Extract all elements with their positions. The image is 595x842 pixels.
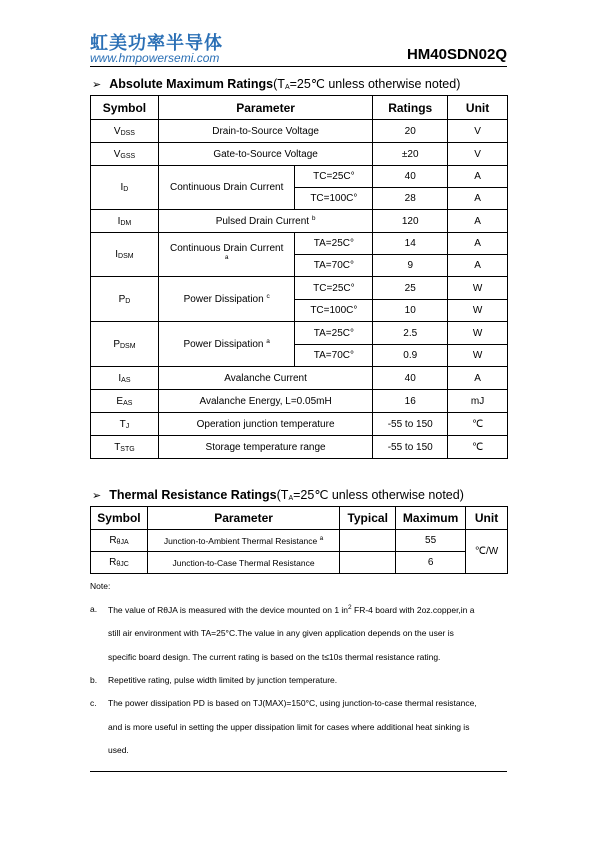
parameter-cell: Avalanche Current [158, 367, 372, 390]
col-header-parameter: Parameter [147, 507, 339, 530]
rating-cell: 25 [373, 277, 448, 300]
col-header-parameter: Parameter [158, 96, 372, 120]
table-row [91, 277, 508, 300]
parameter-cell: Continuous Drain Current $^a$ [158, 233, 295, 277]
condition-cell: TC=25C° [295, 277, 373, 300]
parameter-cell: Power Dissipation $^a$ [158, 322, 295, 367]
abs-max-table [90, 95, 508, 459]
cond-suffix: =25℃ unless otherwise noted) [293, 488, 464, 502]
table-row [91, 322, 508, 345]
rating-cell: 9 [373, 255, 448, 277]
condition-cell: TA=70C° [295, 345, 373, 367]
table-row [91, 166, 508, 188]
table-row [91, 436, 508, 459]
footer-rule [90, 771, 507, 772]
rating-cell: 120 [373, 210, 448, 233]
table-row [91, 390, 508, 413]
abs-header-row [91, 96, 508, 120]
cond-sub: A [288, 495, 294, 502]
company-logo-name: 虹美功率半导体 [90, 33, 223, 54]
table-row [91, 413, 508, 436]
unit-cell: A [448, 188, 508, 210]
symbol-cell: RθJA [91, 530, 148, 552]
symbol-cell: EAS [91, 390, 159, 413]
cond-sub: A [284, 84, 290, 91]
unit-cell: A [448, 166, 508, 188]
parameter-cell: Pulsed Drain Current $^b$ [158, 210, 372, 233]
parameter-cell: Power Dissipation $^c$ [158, 277, 295, 322]
parameter-cell: Operation junction temperature [158, 413, 372, 436]
company-website: www.hmpowersemi.com [90, 51, 220, 65]
rating-cell: 28 [373, 188, 448, 210]
note-a-line-1: The value of RθJA is measured with the device mounted on 1 $in^2$ FR-4 board with 2oz.copper,in a [108, 604, 475, 615]
note-a-line-2: still air environment with TA=25°C.The value in any given application depends on the user is [108, 628, 454, 638]
table-row [91, 530, 508, 552]
note-c-line-2: and is more useful in setting the upper dissipation limit for cases where additional heat sinking is [108, 722, 470, 732]
symbol-cell: IAS [91, 367, 159, 390]
thermal-table [90, 506, 508, 574]
rating-cell: 20 [373, 120, 448, 143]
symbol-cell: RθJC [91, 552, 148, 574]
table-row [91, 120, 508, 143]
bullet-arrow-icon: ➢ [92, 79, 102, 91]
symbol-cell: TJ [91, 413, 159, 436]
unit-cell: W [448, 277, 508, 300]
unit-cell: W [448, 300, 508, 322]
col-header-symbol: Symbol [91, 96, 159, 120]
symbol-cell: PDSM [91, 322, 159, 367]
table-row [91, 233, 508, 255]
symbol-cell: VGSS [91, 143, 159, 166]
col-header-unit: Unit [466, 507, 508, 530]
cond-prefix: (T [273, 77, 285, 91]
rating-cell: 14 [373, 233, 448, 255]
condition-cell: TA=25C° [295, 233, 373, 255]
header-rule [90, 66, 507, 67]
condition-cell: TA=25C° [295, 322, 373, 345]
note-a-marker: a. [90, 604, 98, 614]
col-header-unit: Unit [448, 96, 508, 120]
parameter-cell: Continuous Drain Current [158, 166, 295, 210]
rating-cell: -55 to 150 [373, 413, 448, 436]
symbol-cell: PD [91, 277, 159, 322]
thermal-section-title [92, 487, 464, 502]
maximum-cell: 55 [396, 530, 466, 552]
note-b-line-1: Repetitive rating, pulse width limited by junction temperature. [108, 675, 338, 685]
unit-cell: ℃/W [466, 530, 508, 574]
condition-cell: TC=100C° [295, 188, 373, 210]
condition-cell: TC=25C° [295, 166, 373, 188]
cond-suffix: =25℃ unless otherwise noted) [289, 77, 461, 91]
rating-cell: 10 [373, 300, 448, 322]
maximum-cell: 6 [396, 552, 466, 574]
parameter-cell: Drain-to-Source Voltage [158, 120, 372, 143]
note-b-marker: b. [90, 675, 98, 685]
col-header-maximum: Maximum [396, 507, 466, 530]
note-a-line-3: specific board design. The current rating is based on the t≤10s thermal resistance rating. [108, 652, 441, 662]
typical-cell [340, 530, 396, 552]
thermal-title-text: Thermal Resistance Ratings [109, 488, 277, 502]
unit-cell: A [448, 255, 508, 277]
parameter-cell: Avalanche Energy, L=0.05mH [158, 390, 372, 413]
symbol-cell: VDSS [91, 120, 159, 143]
col-header-typical: Typical [340, 507, 396, 530]
parameter-cell: Junction-to-Case Thermal Resistance [147, 552, 339, 574]
condition-cell: TA=70C° [295, 255, 373, 277]
notes-heading: Note: [90, 581, 111, 591]
symbol-cell: ID [91, 166, 159, 210]
table-row [91, 143, 508, 166]
unit-cell: W [448, 322, 508, 345]
rating-cell: 0.9 [373, 345, 448, 367]
rating-cell: -55 to 150 [373, 436, 448, 459]
unit-cell: A [448, 233, 508, 255]
table-row [91, 210, 508, 233]
unit-cell: V [448, 120, 508, 143]
unit-cell: ℃ [448, 413, 508, 436]
cond-prefix: (T [276, 488, 289, 502]
rating-cell: 2.5 [373, 322, 448, 345]
unit-cell: V [448, 143, 508, 166]
symbol-cell: TSTG [91, 436, 159, 459]
parameter-cell: Storage temperature range [158, 436, 372, 459]
note-c-marker: c. [90, 698, 97, 708]
symbol-cell: IDM [91, 210, 159, 233]
unit-cell: A [448, 367, 508, 390]
note-c-line-3: used. [108, 745, 129, 755]
bullet-arrow-icon: ➢ [92, 490, 102, 502]
unit-cell: A [448, 210, 508, 233]
rating-cell: ±20 [373, 143, 448, 166]
abs-max-section-title [92, 76, 460, 91]
col-header-symbol: Symbol [91, 507, 148, 530]
part-number: HM40SDN02Q [406, 46, 507, 63]
col-header-ratings: Ratings [373, 96, 448, 120]
condition-cell: TC=100C° [295, 300, 373, 322]
abs-max-title-text: Absolute Maximum Ratings [109, 77, 274, 91]
parameter-cell: Junction-to-Ambient Thermal Resistance $^a$ [147, 530, 339, 552]
note-c-line-1: The power dissipation PD is based on TJ(MAX)=150°C, using junction-to-case thermal resistance, [108, 698, 477, 708]
symbol-cell: IDSM [91, 233, 159, 277]
unit-cell: mJ [448, 390, 508, 413]
unit-cell: W [448, 345, 508, 367]
thermal-header-row [91, 507, 508, 530]
rating-cell: 40 [373, 166, 448, 188]
table-row [91, 552, 508, 574]
table-row [91, 367, 508, 390]
typical-cell [340, 552, 396, 574]
rating-cell: 16 [373, 390, 448, 413]
rating-cell: 40 [373, 367, 448, 390]
unit-cell: ℃ [448, 436, 508, 459]
parameter-cell: Gate-to-Source Voltage [158, 143, 372, 166]
